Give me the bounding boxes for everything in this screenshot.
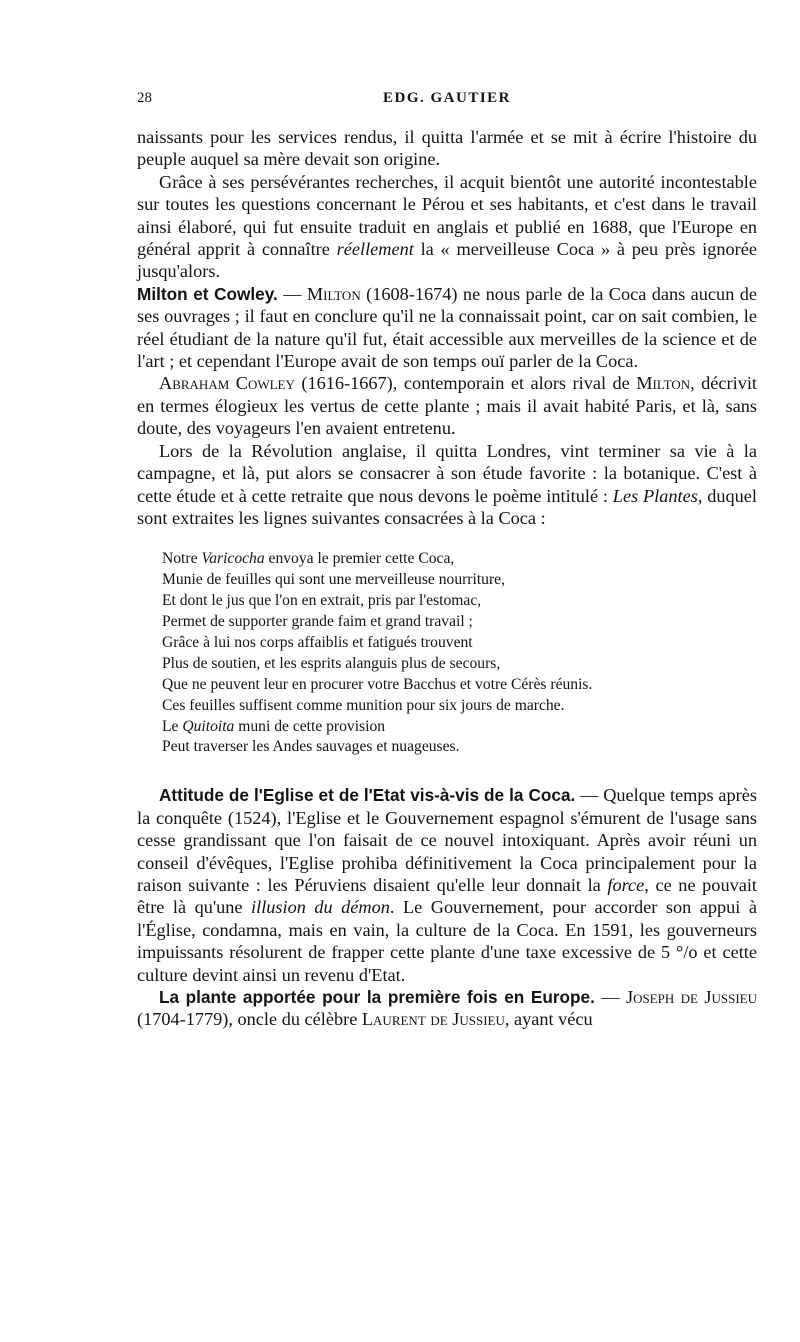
paragraph-eglise: Attitude de l'Eglise et de l'Etat vis-à-vis de la Coca. — Quelque temps après la conquête (1524), l'Eglise et le Gouvernement espagnol s'émurent de l'usage sans cesse grandissant que l'on faisait de ce nouvel intoxiquant. Après avoir réuni un conseil d'évêques, l'Eglise prohiba définitivement la Coca principalement pour la raison suivante : les Péruviens disaient qu'elle leur donnait la force, ce ne pouvait être là qu'une illusion du démon. Le Gouvernement, pour accorder son appui à l'Église, condamna, mais en vain, la culture de la Coca. En 1591, les gouverneurs impuissants résolurent de frapper cette plante d'une taxe excessive de 5 °/o et cette culture devint ainsi un revenu d'Etat.	[137, 785, 758, 985]
name-abraham-cowley: Abraham Cowley	[159, 373, 295, 394]
poem-line: Le Quitoita muni de cette provision	[162, 717, 386, 735]
poem-line: Que ne peuvent leur en procurer votre Bacchus et votre Cérès réunis.	[162, 675, 593, 693]
page-number: 28	[137, 90, 152, 106]
paragraph-revolution: Lors de la Révolution anglaise, il quitta Londres, vint terminer sa vie à la campagne, et là, put alors se consacrer à son étude favorite : la botanique. C'est à cette étude et à cette retraite que nous devons le poème intitulé : Les Plantes, duquel sont extraites les lignes suivantes consacrées à la Coca :	[137, 440, 757, 528]
page-body	[137, 126, 757, 1031]
page-header	[137, 90, 757, 112]
section-heading-eglise-etat: Attitude de l'Eglise et de l'Etat vis-à-vis de la Coca.	[159, 785, 576, 806]
name-laurent-de-jussieu: Laurent de Jussieu	[361, 1009, 505, 1030]
emphasis-force: force	[607, 875, 645, 895]
running-head: EDG. GAUTIER	[382, 90, 512, 106]
paragraph-milton: Milton et Cowley. — Milton (1608-1674) ne nous parle de la Coca dans aucun de ses ouvrages ; il faut en conclure qu'il ne la connaissait point, car on sait combien, le réel étudiant de la nature qu'il fut, était accessible aux merveilles de la science et de l'art ; et cependant l'Europe avait de son temps ouï parler de la Coca.	[137, 283, 757, 372]
poem-line: Et dont le jus que l'on en extrait, pris par l'estomac,	[162, 592, 482, 610]
poem-line: Munie de feuilles qui sont une merveilleuse nourriture,	[162, 571, 505, 589]
poem-line: Peut traverser les Andes sauvages et nuageuses.	[162, 738, 460, 756]
paragraph-europe: La plante apportée pour la première fois en Europe. — Joseph de Jussieu (1704-1779), oncle du célèbre Laurent de Jussieu, ayant vécu	[137, 987, 758, 1030]
section-heading-milton-cowley: Milton et Cowley.	[137, 283, 278, 304]
poem-excerpt	[162, 549, 757, 758]
name-milton: Milton	[636, 373, 691, 394]
poem-line: Grâce à lui nos corps affaiblis et fatigués trouvent	[162, 633, 473, 651]
emphasis-illusion: illusion du démon	[251, 897, 390, 918]
poem-line: Notre Varicocha envoya le premier cette Coca,	[162, 550, 455, 568]
name-milton: Milton	[306, 283, 361, 304]
paragraph-cowley: Abraham Cowley (1616-1667), contemporain et alors rival de Milton, décrivit en termes élogieux les vertus de cette plante ; mais il avait habité Paris, et là, sans doute, des voyageurs l'en avaient entretenu.	[137, 373, 758, 439]
paragraph-research: Grâce à ses persévérantes recherches, il acquit bientôt une autorité incontestable sur toutes les questions concernant le Pérou et ses habitants, et c'est dans le travail ainsi élaboré, qui fut ensuite traduit en anglais et publié en 1688, que l'Europe en général apprit à connaître réellement la « merveilleuse Coca » à peu près ignorée jusqu'alors.	[137, 171, 757, 282]
title-les-plantes: Les Plantes	[612, 485, 698, 506]
section-heading-europe: La plante apportée pour la première fois en Europe.	[159, 987, 595, 1008]
emphasis-reellement: réellement	[336, 239, 414, 260]
name-joseph-de-jussieu: Joseph de Jussieu	[625, 987, 758, 1008]
poem-line: Plus de soutien, et les esprits alanguis plus de secours,	[162, 654, 501, 672]
poem-line: Ces feuilles suffisent comme munition pour six jours de marche.	[162, 696, 565, 714]
paragraph-continuation: naissants pour les services rendus, il quitta l'armée et se mit à écrire l'histoire du peuple auquel sa mère devait son origine.	[137, 127, 757, 170]
poem-line: Permet de supporter grande faim et grand travail ;	[162, 613, 473, 631]
